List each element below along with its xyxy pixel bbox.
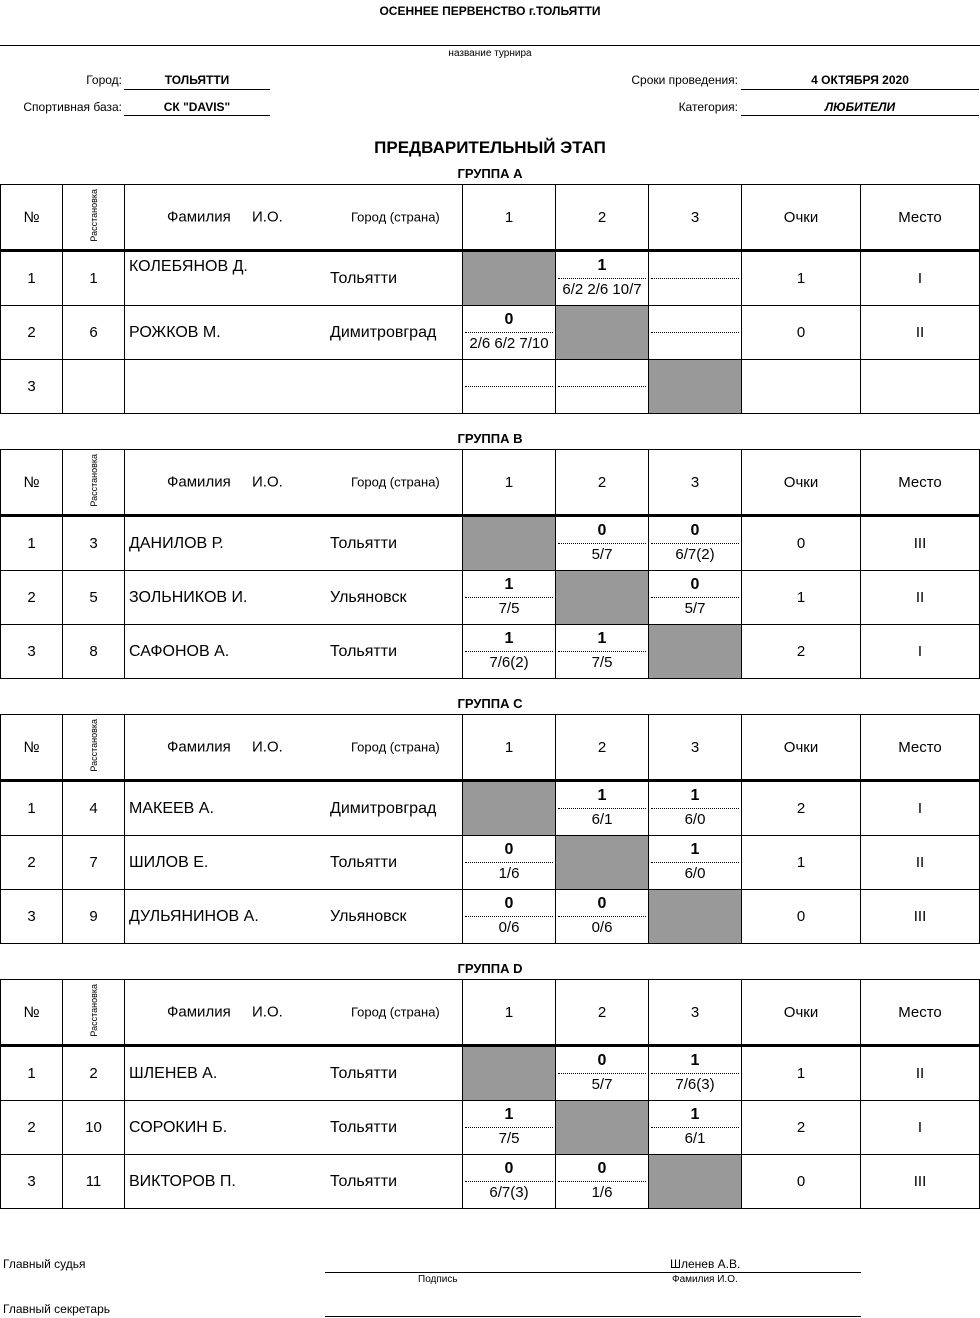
points-value: 1 xyxy=(742,836,861,890)
points-value xyxy=(742,360,861,414)
player-row xyxy=(1,781,980,836)
score-divider xyxy=(651,1127,739,1128)
player-name: ДАНИЛОВ Р. xyxy=(129,534,224,552)
group-title: ГРУППА B xyxy=(457,431,523,446)
player-cell xyxy=(125,890,463,944)
match-win: 1 xyxy=(597,257,607,274)
player-row xyxy=(1,1101,980,1155)
score-divider xyxy=(558,651,646,652)
match-result-cell-3 xyxy=(649,516,742,571)
points-value: 0 xyxy=(742,890,861,944)
match-result-cell-1 xyxy=(463,625,556,679)
col-place-header: Место xyxy=(861,450,980,516)
city-header: Город (страна) xyxy=(351,209,440,225)
self-match-cell xyxy=(556,306,649,360)
seed-number: 3 xyxy=(63,516,125,571)
col-place-header: Место xyxy=(861,980,980,1046)
player-row xyxy=(1,890,980,944)
self-match-cell xyxy=(649,360,742,414)
player-cell xyxy=(125,1155,463,1209)
match-score: 6/1 xyxy=(591,811,613,828)
seed-header-label: Расстановка xyxy=(88,453,99,507)
row-number: 3 xyxy=(1,360,63,414)
city-value: ТОЛЬЯТТИ xyxy=(164,73,230,87)
col-points-header: Очки xyxy=(742,980,861,1046)
match-score: 6/1 xyxy=(684,1130,706,1147)
match-score: 7/5 xyxy=(591,654,613,671)
points-value: 0 xyxy=(742,1155,861,1209)
points-value: 1 xyxy=(742,1046,861,1101)
score-divider xyxy=(651,862,739,863)
seed-number: 6 xyxy=(63,306,125,360)
player-city: Тольятти xyxy=(330,269,397,287)
player-row xyxy=(1,360,980,414)
signature-caption: Подпись xyxy=(418,1274,458,1285)
player-cell xyxy=(125,781,463,836)
row-number: 3 xyxy=(1,890,63,944)
place-value: I xyxy=(861,251,980,306)
score-divider xyxy=(651,597,739,598)
points-value: 2 xyxy=(742,625,861,679)
points-value: 0 xyxy=(742,306,861,360)
match-result-cell-1 xyxy=(463,571,556,625)
col-num-header: № xyxy=(1,715,63,781)
group-table xyxy=(0,714,980,944)
city-label: Город: xyxy=(86,73,122,87)
self-match-cell xyxy=(649,625,742,679)
player-name: САФОНОВ А. xyxy=(129,642,230,660)
col-1-header: 1 xyxy=(463,980,556,1046)
player-cell xyxy=(125,516,463,571)
initials-header: И.О. xyxy=(252,208,283,226)
group-table xyxy=(0,979,980,1209)
player-cell xyxy=(125,836,463,890)
match-win: 0 xyxy=(504,311,514,328)
player-name: ШЛЕНЕВ А. xyxy=(129,1064,218,1082)
player-city: Димитровград xyxy=(330,323,437,341)
match-score: 1/6 xyxy=(591,1184,613,1201)
player-row xyxy=(1,625,980,679)
match-score: 7/5 xyxy=(498,600,520,617)
row-number: 2 xyxy=(1,1101,63,1155)
place-value xyxy=(861,360,980,414)
player-name: КОЛЕБЯНОВ Д. xyxy=(129,258,248,275)
match-win: 1 xyxy=(690,787,700,804)
col-3-header: 3 xyxy=(649,450,742,516)
initials-header: И.О. xyxy=(252,1003,283,1021)
self-match-cell xyxy=(649,890,742,944)
col-num-header: № xyxy=(1,450,63,516)
score-divider xyxy=(651,278,739,279)
col-seed-header xyxy=(63,980,125,1046)
player-city: Тольятти xyxy=(330,534,397,552)
col-3-header: 3 xyxy=(649,715,742,781)
col-2-header: 2 xyxy=(556,715,649,781)
points-value: 2 xyxy=(742,781,861,836)
player-row xyxy=(1,1155,980,1209)
score-divider xyxy=(651,808,739,809)
points-value: 2 xyxy=(742,1101,861,1155)
score-divider xyxy=(465,916,553,917)
match-score: 6/0 xyxy=(684,811,706,828)
row-number: 3 xyxy=(1,1155,63,1209)
match-win: 0 xyxy=(597,1160,607,1177)
group-title: ГРУППА A xyxy=(457,166,523,181)
player-city: Ульяновск xyxy=(330,588,407,606)
col-1-header: 1 xyxy=(463,450,556,516)
player-row xyxy=(1,836,980,890)
judge-label: Главный судья xyxy=(3,1257,86,1271)
surname-header: Фамилия xyxy=(167,738,231,756)
match-result-cell-2 xyxy=(556,251,649,306)
player-name: ВИКТОРОВ П. xyxy=(129,1172,236,1190)
match-result-cell-1 xyxy=(463,1101,556,1155)
player-cell xyxy=(125,1046,463,1101)
seed-number: 7 xyxy=(63,836,125,890)
score-divider xyxy=(465,651,553,652)
col-name-header xyxy=(125,980,463,1046)
score-divider xyxy=(465,1181,553,1182)
player-cell xyxy=(125,1101,463,1155)
match-win: 0 xyxy=(690,576,700,593)
match-win: 1 xyxy=(504,576,514,593)
player-name: ЗОЛЬНИКОВ И. xyxy=(129,588,248,606)
player-cell xyxy=(125,625,463,679)
self-match-cell xyxy=(463,1046,556,1101)
seed-number: 9 xyxy=(63,890,125,944)
match-result-cell-2 xyxy=(556,1046,649,1101)
place-value: III xyxy=(861,1155,980,1209)
match-result-cell-2 xyxy=(556,781,649,836)
judge-signature-line xyxy=(325,1272,861,1273)
match-result-cell-1 xyxy=(463,360,556,414)
points-value: 0 xyxy=(742,516,861,571)
category-underline xyxy=(741,115,979,116)
score-divider xyxy=(558,1073,646,1074)
seed-number: 2 xyxy=(63,1046,125,1101)
self-match-cell xyxy=(463,781,556,836)
match-result-cell-1 xyxy=(463,1155,556,1209)
title-underline xyxy=(0,45,980,46)
match-score: 2/6 6/2 7/10 xyxy=(469,335,549,352)
score-divider xyxy=(558,278,646,279)
match-score: 7/6(2) xyxy=(489,654,529,671)
col-points-header: Очки xyxy=(742,185,861,251)
base-underline xyxy=(124,115,270,116)
match-result-cell-2 xyxy=(556,516,649,571)
row-number: 1 xyxy=(1,251,63,306)
self-match-cell xyxy=(556,1101,649,1155)
self-match-cell xyxy=(463,251,556,306)
match-score: 0/6 xyxy=(498,919,520,936)
dates-label: Сроки проведения: xyxy=(631,73,738,87)
dates-value: 4 ОКТЯБРЯ 2020 xyxy=(811,73,909,87)
seed-number: 4 xyxy=(63,781,125,836)
seed-number: 8 xyxy=(63,625,125,679)
match-score: 5/7 xyxy=(591,546,613,563)
score-divider xyxy=(651,1073,739,1074)
col-1-header: 1 xyxy=(463,715,556,781)
row-number: 3 xyxy=(1,625,63,679)
place-value: III xyxy=(861,890,980,944)
match-score: 6/0 xyxy=(684,865,706,882)
seed-number: 10 xyxy=(63,1101,125,1155)
points-value: 1 xyxy=(742,571,861,625)
place-value: II xyxy=(861,1046,980,1101)
player-city: Димитровград xyxy=(330,799,437,817)
seed-number: 1 xyxy=(63,251,125,306)
match-win: 1 xyxy=(690,841,700,858)
row-number: 2 xyxy=(1,571,63,625)
match-result-cell-3 xyxy=(649,571,742,625)
col-place-header: Место xyxy=(861,185,980,251)
row-number: 1 xyxy=(1,516,63,571)
score-divider xyxy=(558,1181,646,1182)
match-win: 0 xyxy=(597,1052,607,1069)
match-result-cell-2 xyxy=(556,625,649,679)
player-city: Тольятти xyxy=(330,1118,397,1136)
match-score: 6/7(3) xyxy=(489,1184,529,1201)
col-name-header xyxy=(125,715,463,781)
player-city: Ульяновск xyxy=(330,907,407,925)
col-2-header: 2 xyxy=(556,450,649,516)
match-win: 0 xyxy=(504,1160,514,1177)
base-value: СК "DAVIS" xyxy=(163,100,231,114)
player-city: Тольятти xyxy=(330,853,397,871)
dates-underline xyxy=(741,89,979,90)
score-divider xyxy=(465,597,553,598)
match-win: 1 xyxy=(597,787,607,804)
player-name: МАКЕЕВ А. xyxy=(129,799,214,817)
col-name-header xyxy=(125,450,463,516)
row-number: 2 xyxy=(1,836,63,890)
player-row xyxy=(1,516,980,571)
player-row xyxy=(1,251,980,306)
self-match-cell xyxy=(463,516,556,571)
player-name: ШИЛОВ Е. xyxy=(129,853,209,871)
seed-number: 11 xyxy=(63,1155,125,1209)
match-result-cell-1 xyxy=(463,836,556,890)
city-header: Город (страна) xyxy=(351,739,440,755)
match-result-cell-1 xyxy=(463,306,556,360)
match-result-cell-2 xyxy=(556,1155,649,1209)
match-score: 7/5 xyxy=(498,1130,520,1147)
match-score: 0/6 xyxy=(591,919,613,936)
row-number: 1 xyxy=(1,781,63,836)
judge-name: Шленев А.В. xyxy=(670,1257,741,1271)
match-score: 6/2 2/6 10/7 xyxy=(562,281,642,298)
player-row xyxy=(1,1046,980,1101)
self-match-cell xyxy=(556,571,649,625)
match-score: 1/6 xyxy=(498,865,520,882)
col-num-header: № xyxy=(1,185,63,251)
player-name: РОЖКОВ М. xyxy=(129,323,221,341)
score-divider xyxy=(558,808,646,809)
self-match-cell xyxy=(556,836,649,890)
seed-header-label: Расстановка xyxy=(88,188,99,242)
score-divider xyxy=(651,543,739,544)
match-result-cell-3 xyxy=(649,251,742,306)
player-city: Тольятти xyxy=(330,1172,397,1190)
group-table xyxy=(0,184,980,414)
match-result-cell-3 xyxy=(649,836,742,890)
col-2-header: 2 xyxy=(556,980,649,1046)
match-win: 0 xyxy=(690,522,700,539)
stage-title: ПРЕДВАРИТЕЛЬНЫЙ ЭТАП xyxy=(374,138,606,157)
match-score: 5/7 xyxy=(591,1076,613,1093)
city-header: Город (страна) xyxy=(351,1004,440,1020)
col-seed-header xyxy=(63,185,125,251)
city-header: Город (страна) xyxy=(351,474,440,490)
self-match-cell xyxy=(649,1155,742,1209)
city-underline xyxy=(124,89,270,90)
match-result-cell-3 xyxy=(649,1101,742,1155)
match-win: 1 xyxy=(597,630,607,647)
player-city: Тольятти xyxy=(330,1064,397,1082)
surname-header: Фамилия xyxy=(167,208,231,226)
place-value: III xyxy=(861,516,980,571)
tournament-title: ОСЕННЕЕ ПЕРВЕНСТВО г.ТОЛЬЯТТИ xyxy=(379,4,601,18)
match-result-cell-3 xyxy=(649,306,742,360)
col-num-header: № xyxy=(1,980,63,1046)
place-value: I xyxy=(861,1101,980,1155)
player-name: СОРОКИН Б. xyxy=(129,1118,228,1136)
match-win: 0 xyxy=(504,841,514,858)
player-cell xyxy=(125,571,463,625)
secretary-label: Главный секретарь xyxy=(3,1302,110,1316)
match-win: 1 xyxy=(504,630,514,647)
player-name: ДУЛЬЯНИНОВ А. xyxy=(129,907,259,925)
base-label: Спортивная база: xyxy=(23,100,122,114)
player-city: Тольятти xyxy=(330,642,397,660)
player-row xyxy=(1,306,980,360)
category-label: Категория: xyxy=(678,100,738,114)
player-cell xyxy=(125,306,463,360)
match-result-cell-3 xyxy=(649,1046,742,1101)
col-points-header: Очки xyxy=(742,450,861,516)
match-win: 1 xyxy=(504,1106,514,1123)
group-title: ГРУППА C xyxy=(457,696,523,711)
score-divider xyxy=(465,862,553,863)
seed-header-label: Расстановка xyxy=(88,718,99,772)
title-caption: название турнира xyxy=(448,48,532,59)
secretary-signature-line xyxy=(325,1316,861,1317)
match-win: 0 xyxy=(504,895,514,912)
row-number: 1 xyxy=(1,1046,63,1101)
match-win: 0 xyxy=(597,522,607,539)
score-divider xyxy=(465,1127,553,1128)
match-result-cell-1 xyxy=(463,890,556,944)
seed-number xyxy=(63,360,125,414)
initials-header: И.О. xyxy=(252,473,283,491)
place-value: II xyxy=(861,836,980,890)
match-result-cell-3 xyxy=(649,781,742,836)
name-caption: Фамилия И.О. xyxy=(672,1274,738,1285)
score-divider xyxy=(558,916,646,917)
col-seed-header xyxy=(63,450,125,516)
match-result-cell-2 xyxy=(556,890,649,944)
score-divider xyxy=(651,332,739,333)
col-points-header: Очки xyxy=(742,715,861,781)
place-value: II xyxy=(861,571,980,625)
match-win: 1 xyxy=(690,1106,700,1123)
match-score: 6/7(2) xyxy=(675,546,715,563)
score-divider xyxy=(465,386,553,387)
col-3-header: 3 xyxy=(649,980,742,1046)
match-win: 1 xyxy=(690,1052,700,1069)
score-divider xyxy=(465,332,553,333)
col-seed-header xyxy=(63,715,125,781)
score-divider xyxy=(558,543,646,544)
col-place-header: Место xyxy=(861,715,980,781)
match-score: 7/6(3) xyxy=(675,1076,715,1093)
match-win: 0 xyxy=(597,895,607,912)
player-cell xyxy=(125,251,463,306)
place-value: I xyxy=(861,781,980,836)
place-value: II xyxy=(861,306,980,360)
col-1-header: 1 xyxy=(463,185,556,251)
surname-header: Фамилия xyxy=(167,1003,231,1021)
group-title: ГРУППА D xyxy=(457,961,523,976)
player-row xyxy=(1,571,980,625)
match-result-cell-2 xyxy=(556,360,649,414)
col-3-header: 3 xyxy=(649,185,742,251)
place-value: I xyxy=(861,625,980,679)
surname-header: Фамилия xyxy=(167,473,231,491)
row-number: 2 xyxy=(1,306,63,360)
initials-header: И.О. xyxy=(252,738,283,756)
col-name-header xyxy=(125,185,463,251)
player-cell xyxy=(125,360,463,414)
points-value: 1 xyxy=(742,251,861,306)
seed-number: 5 xyxy=(63,571,125,625)
seed-header-label: Расстановка xyxy=(88,983,99,1037)
category-value: ЛЮБИТЕЛИ xyxy=(824,100,896,114)
group-table xyxy=(0,449,980,679)
col-2-header: 2 xyxy=(556,185,649,251)
score-divider xyxy=(558,386,646,387)
match-score: 5/7 xyxy=(684,600,706,617)
